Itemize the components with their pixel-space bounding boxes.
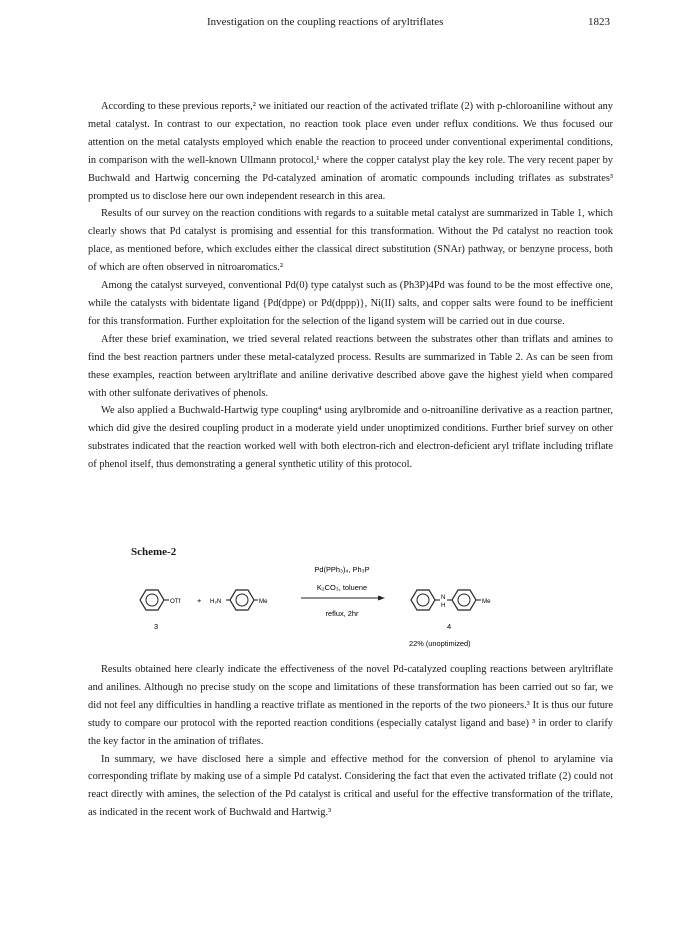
scheme-label: Scheme-2 <box>131 546 177 558</box>
page-header <box>0 16 687 32</box>
body-text-bottom <box>88 661 613 822</box>
body-text-top <box>88 98 613 474</box>
plus-sign: + <box>197 596 202 605</box>
otf-label: OTf <box>170 598 181 605</box>
page-number: 1823 <box>588 16 610 28</box>
paragraph: In summary, we have disclosed here a simple and effective method for the conversion of phenol to arylamine via corresponding triflate by making use of a simple Pd catalyst. Considering the fact that even the activated triflate (2) could not react directly with amines, the selection of the Pd catalyst is critical and useful for the effective transformation of the triflate, as indicated in the recent work of Buchwald and Hartwig.³ <box>88 753 613 819</box>
nh-h-label: H <box>441 602 446 609</box>
me-label-2: Me <box>482 598 491 605</box>
paragraph: After these brief examination, we tried several related reactions between the substrates other than triflats and amines to find the best reaction partners under these metal-catalyzed process. Results are summarized in Table 2. As can be seen from these examples, reaction between aryltriflate and aniline derivative described above gave the highest yield when compared with other sulfonate derivatives of phenols. <box>88 333 613 399</box>
reaction-arrow <box>301 596 385 601</box>
reaction-scheme <box>0 560 687 660</box>
paragraph: According to these previous reports,² we initiated our reaction of the activated triflate (2) with p-chloroaniline without any metal catalyst. In contrast to our expectation, no reaction took place even under reflux conditions. We thus focused our attention on the metal catalysts employed which enable the reaction to proceed under conventional experimental conditions, in comparison with the well-known Ullmann protocol,¹ where the copper catalyst play the key role. The very recent paper by Buchwald and Hartwig concerning the Pd-catalyzed amination of aromatic compounds including triflates as substrates³ prompted us to disclose here our own independent research in this area. <box>88 101 613 202</box>
compound-3-label: 3 <box>154 622 159 631</box>
me-label-1: Me <box>259 598 268 605</box>
reagent-line-1: Pd(PPh₃)₄, Ph₃P <box>314 565 370 574</box>
h2n-label: H₂N <box>210 598 222 605</box>
benzene-ring-3 <box>140 590 169 610</box>
yield-label: 22% (unoptimized) <box>409 639 471 648</box>
paragraph: Among the catalyst surveyed, conventional Pd(0) type catalyst such as (Ph3P)4Pd was found to be the most effective one, while the catalysts with bidentate ligand {Pd(dppe) or Pd(dppp)}, Ni(II) salts, and copper salts were found to be inefficient for this transformation. Further exploitation for the selection of the ligand system will be carried out in due course. <box>88 280 613 327</box>
benzene-ring-product-left <box>411 590 440 610</box>
compound-4-label: 4 <box>447 622 452 631</box>
paragraph: Results obtained here clearly indicate the effectiveness of the novel Pd-catalyzed coupling reactions between aryltriflate and anilines. Although no precise study on the scope and limitations of these transformation has been carried out so far, we did not feel any difficulties in handling a reactive triflate as mentioned in the reports of the two pioneers.³ It is thus our future study to compare our protocol with the reported reaction conditions (especially catalyst ligand and base) ³ in order to clarify the key factor in the amination of triflates. <box>88 664 613 747</box>
reagent-line-2: K₂CO₃, toluene <box>316 583 368 592</box>
reagent-line-3: reflux, 2hr <box>325 609 359 618</box>
benzene-ring-amine <box>226 590 258 610</box>
benzene-ring-product-right <box>447 590 481 610</box>
nh-n-label: N <box>441 594 446 601</box>
paragraph: Results of our survey on the reaction conditions with regards to a suitable metal catalyst are summarized in Table 1, which clearly shows that Pd catalyst is promising and essential for this transformation. Without the Pd catalyst no reaction took place, as mentioned before, which excludes either the classical direct substitution (SNAr) pathway, or benzyne process, both of which are often observed in nitroaromatics.² <box>88 208 613 274</box>
paragraph: We also applied a Buchwald-Hartwig type coupling⁴ using arylbromide and o-nitroaniline derivative as a reaction partner, which did give the desired coupling product in a moderate yield under unoptimized conditions. Further brief survey on other substrates indicated that the reaction worked well with both electron-rich and electron-deficient aryl triflate including triflate of phenol itself, thus demonstrating a general synthetic utility of this protocol. <box>88 405 613 471</box>
running-title: Investigation on the coupling reactions of aryltriflates <box>207 16 444 28</box>
